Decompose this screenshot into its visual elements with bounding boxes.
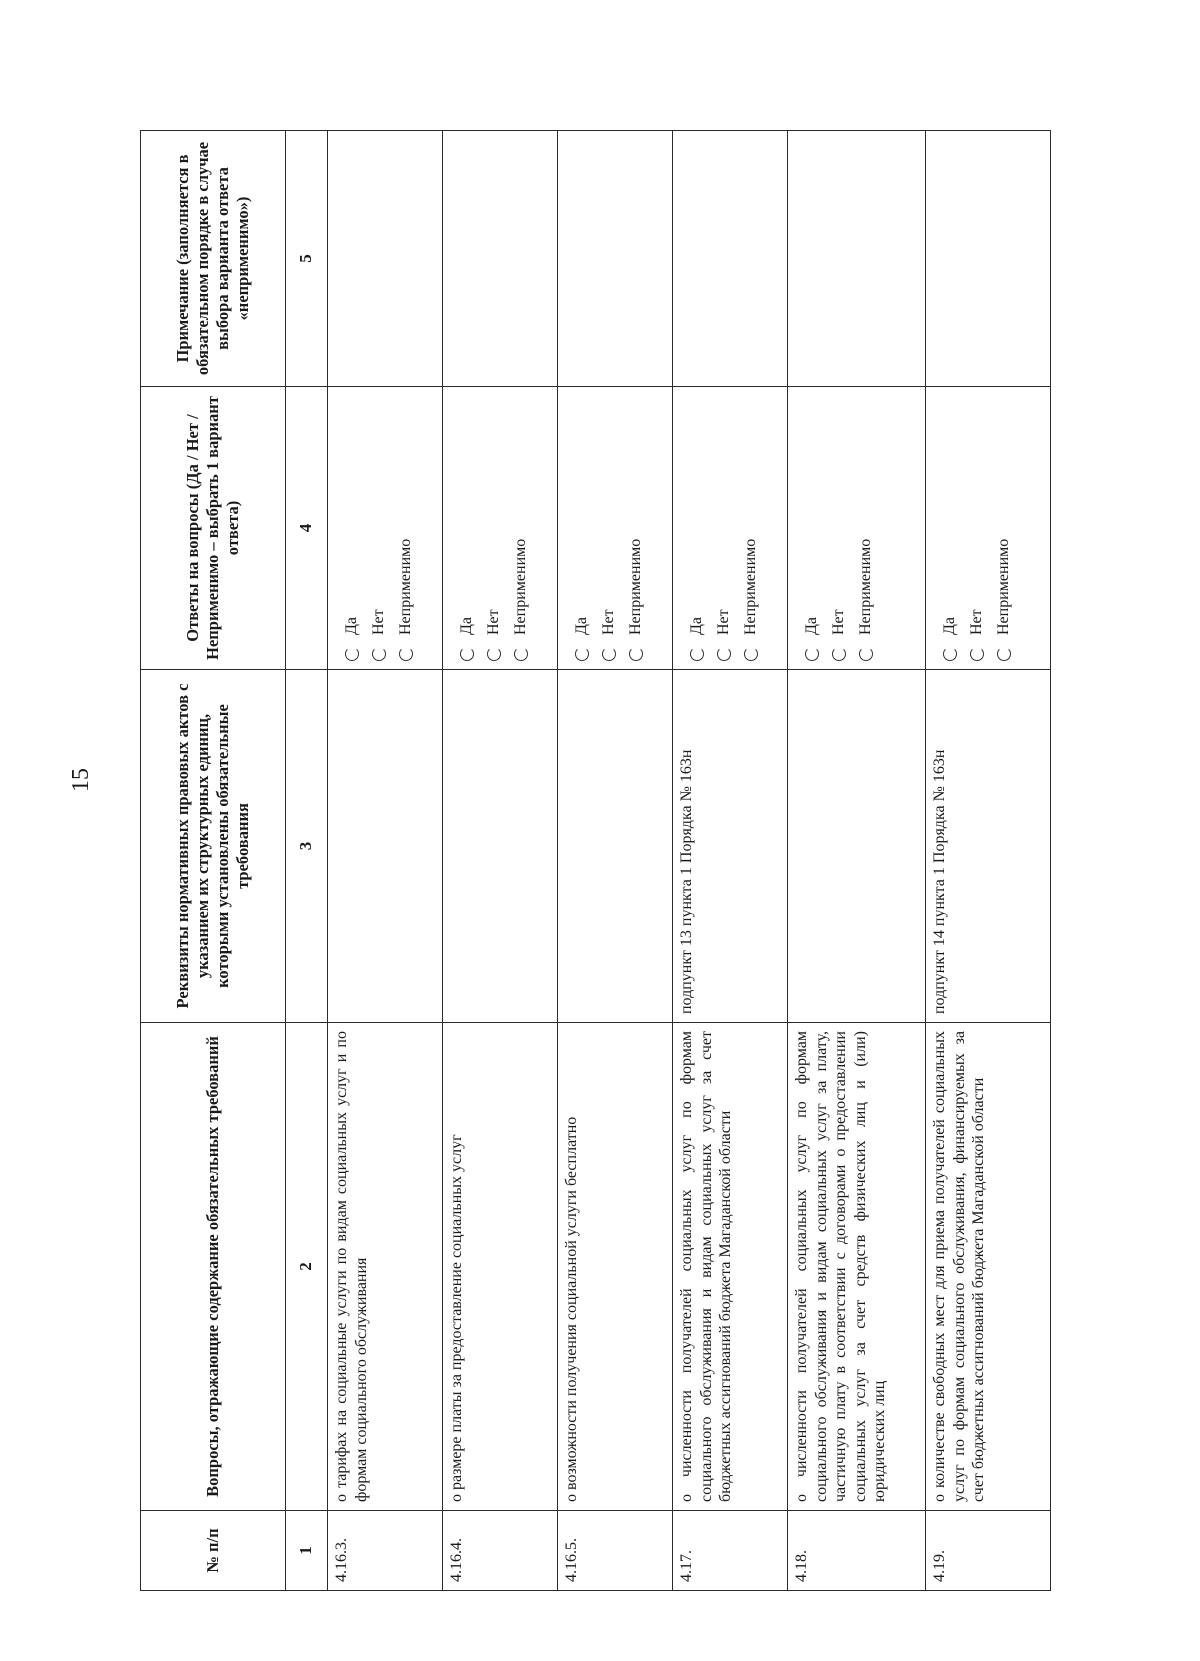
header-question: Вопросы, отражающие содержание обязательных требований [141,1023,286,1511]
answer-option-label: Да [687,616,705,635]
header-answers: Ответы на вопросы (Да / Нет / Неприменимо – выбрать 1 вариант ответа) [141,387,286,670]
row-answers [443,387,558,670]
row-number: 4.19. [926,1511,1051,1591]
answer-option[interactable] [568,395,595,661]
row-note [926,131,1051,387]
answer-option-label: Да [342,616,360,635]
answer-option[interactable] [595,395,622,661]
radio-button-icon[interactable] [805,647,819,661]
column-number: 5 [286,131,328,387]
radio-button-icon[interactable] [487,647,501,661]
row-question: о тарифах на социальные услуги по видам социальных услуг и по формам социального обслуживания [328,1023,443,1511]
page-number: 15 [68,768,94,792]
row-question: о численности получателей социальных услуг по формам социального обслуживания и видам социальных услуг за плату, частичную плату в соответствии с договорами о предоставлении социальных услуг за счет средств физических лиц и (или) юридических лиц [788,1023,926,1511]
header-note: Примечание (заполняется в обязательном порядке в случае выбора варианта ответа «неприменимо») [141,131,286,387]
answer-option-label: Да [940,616,958,635]
answer-option[interactable] [480,395,507,661]
answer-option-label: Нет [369,609,387,635]
row-answers [673,387,788,670]
answer-option-label: Неприменимо [396,538,414,635]
radio-button-icon[interactable] [372,647,386,661]
answer-option-label: Неприменимо [741,538,759,635]
answer-option[interactable] [737,395,764,661]
answer-option[interactable] [825,395,852,661]
radio-button-icon[interactable] [460,647,474,661]
row-note [328,131,443,387]
answer-option-label: Неприменимо [994,538,1012,635]
radio-button-icon[interactable] [629,647,643,661]
row-number: 4.17. [673,1511,788,1591]
table-header-row [141,131,286,1591]
rotated-page-content [140,131,1050,1591]
answer-option[interactable] [392,395,419,661]
answer-option-label: Нет [484,609,502,635]
answer-option[interactable] [990,395,1017,661]
radio-button-icon[interactable] [970,647,984,661]
row-requisites [328,670,443,1023]
column-number: 4 [286,387,328,670]
row-requisites [443,670,558,1023]
header-num: № п/п [141,1511,286,1591]
row-question: о возможности получения социальной услуги бесплатно [558,1023,673,1511]
answer-option[interactable] [710,395,737,661]
answer-option-label: Да [572,616,590,635]
header-requisites: Реквизиты нормативных правовых актов с указанием их структурных единиц, которыми установлены обязательные требования [141,670,286,1023]
column-number: 1 [286,1511,328,1591]
answer-options [332,395,419,661]
column-numbers-row [286,131,328,1591]
table-row [328,131,443,1591]
table-row [926,131,1051,1591]
row-answers [926,387,1051,670]
answer-option[interactable] [683,395,710,661]
radio-button-icon[interactable] [859,647,873,661]
radio-button-icon[interactable] [690,647,704,661]
row-note [788,131,926,387]
row-answers [788,387,926,670]
radio-button-icon[interactable] [717,647,731,661]
row-number: 4.16.5. [558,1511,673,1591]
row-requisites: подпункт 14 пункта 1 Порядка № 163н [926,670,1051,1023]
radio-button-icon[interactable] [997,647,1011,661]
radio-button-icon[interactable] [744,647,758,661]
column-number: 2 [286,1023,328,1511]
row-note [673,131,788,387]
answer-option[interactable] [622,395,649,661]
answer-option[interactable] [365,395,392,661]
answer-option-label: Да [802,616,820,635]
answer-options [930,395,1017,661]
answer-options [562,395,649,661]
answer-option-label: Неприменимо [626,538,644,635]
table-row [673,131,788,1591]
row-requisites: подпункт 13 пункта 1 Порядка № 163н [673,670,788,1023]
checklist-table [140,130,1051,1591]
answer-option[interactable] [453,395,480,661]
radio-button-icon[interactable] [345,647,359,661]
row-number: 4.18. [788,1511,926,1591]
answer-option-label: Да [457,616,475,635]
row-answers [328,387,443,670]
row-requisites [788,670,926,1023]
answer-option[interactable] [507,395,534,661]
row-requisites [558,670,673,1023]
radio-button-icon[interactable] [832,647,846,661]
answer-options [792,395,879,661]
row-note [443,131,558,387]
answer-option[interactable] [963,395,990,661]
row-note [558,131,673,387]
column-number: 3 [286,670,328,1023]
row-number: 4.16.3. [328,1511,443,1591]
answer-option[interactable] [338,395,365,661]
answer-options [677,395,764,661]
table-row [443,131,558,1591]
row-number: 4.16.4. [443,1511,558,1591]
answer-option[interactable] [852,395,879,661]
radio-button-icon[interactable] [399,647,413,661]
answer-option-label: Нет [714,609,732,635]
radio-button-icon[interactable] [602,647,616,661]
table-row [558,131,673,1591]
row-question: о размере платы за предоставление социальных услуг [443,1023,558,1511]
answer-option-label: Неприменимо [856,538,874,635]
radio-button-icon[interactable] [514,647,528,661]
radio-button-icon[interactable] [943,647,957,661]
answer-option[interactable] [936,395,963,661]
table-row [788,131,926,1591]
row-question: о численности получателей социальных услуг по формам социального обслуживания и видам социальных услуг за счет бюджетных ассигнований бюджета Магаданской области [673,1023,788,1511]
row-answers [558,387,673,670]
answer-option-label: Неприменимо [511,538,529,635]
answer-option-label: Нет [829,609,847,635]
answer-option[interactable] [798,395,825,661]
answer-options [447,395,534,661]
row-question: о количестве свободных мест для приема получателей социальных услуг по формам социального обслуживания, финансируемых за счет бюджетных ассигнований бюджета Магаданской области [926,1023,1051,1511]
answer-option-label: Нет [599,609,617,635]
radio-button-icon[interactable] [575,647,589,661]
answer-option-label: Нет [967,609,985,635]
